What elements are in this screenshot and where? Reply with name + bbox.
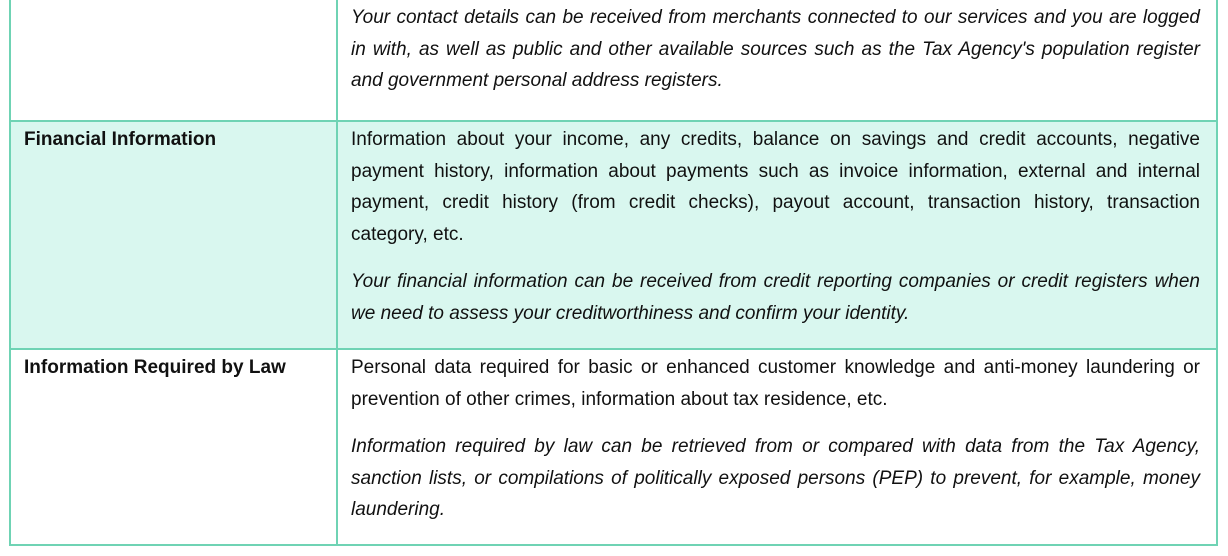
row-label bbox=[10, 0, 337, 121]
table-row-information-required-by-law bbox=[10, 349, 1217, 545]
source-note: Your contact details can be received from merchants connected to our services and you are logged in with, as well as public and other available sources such as the Tax Agency's population register and government personal address registers. bbox=[351, 7, 1200, 91]
personal-data-table bbox=[9, 0, 1218, 546]
row-description: Information about your income, any credits, balance on savings and credit accounts, negative payment history, information about payments such as invoice information, external and internal payment, credit history (from credit checks), payout account, transaction history, transaction category, etc. bbox=[351, 129, 1200, 245]
source-note: Information required by law can be retrieved from or compared with data from the Tax Agency, sanction lists, or compilations of politically exposed persons (PEP) to prevent, for example, money laundering. bbox=[351, 436, 1200, 520]
row-content bbox=[337, 349, 1217, 545]
row-content bbox=[337, 121, 1217, 349]
table-row-financial-information bbox=[10, 121, 1217, 349]
row-label: Financial Information bbox=[10, 121, 337, 349]
row-description: Personal data required for basic or enhanced customer knowledge and anti-money laundering or prevention of other crimes, information about tax residence, etc. bbox=[351, 357, 1200, 410]
row-content bbox=[337, 0, 1217, 121]
source-note: Your financial information can be received from credit reporting companies or credit registers when we need to assess your creditworthiness and confirm your identity. bbox=[351, 271, 1200, 324]
row-label: Information Required by Law bbox=[10, 349, 337, 545]
table-row-contact-information bbox=[10, 0, 1217, 121]
